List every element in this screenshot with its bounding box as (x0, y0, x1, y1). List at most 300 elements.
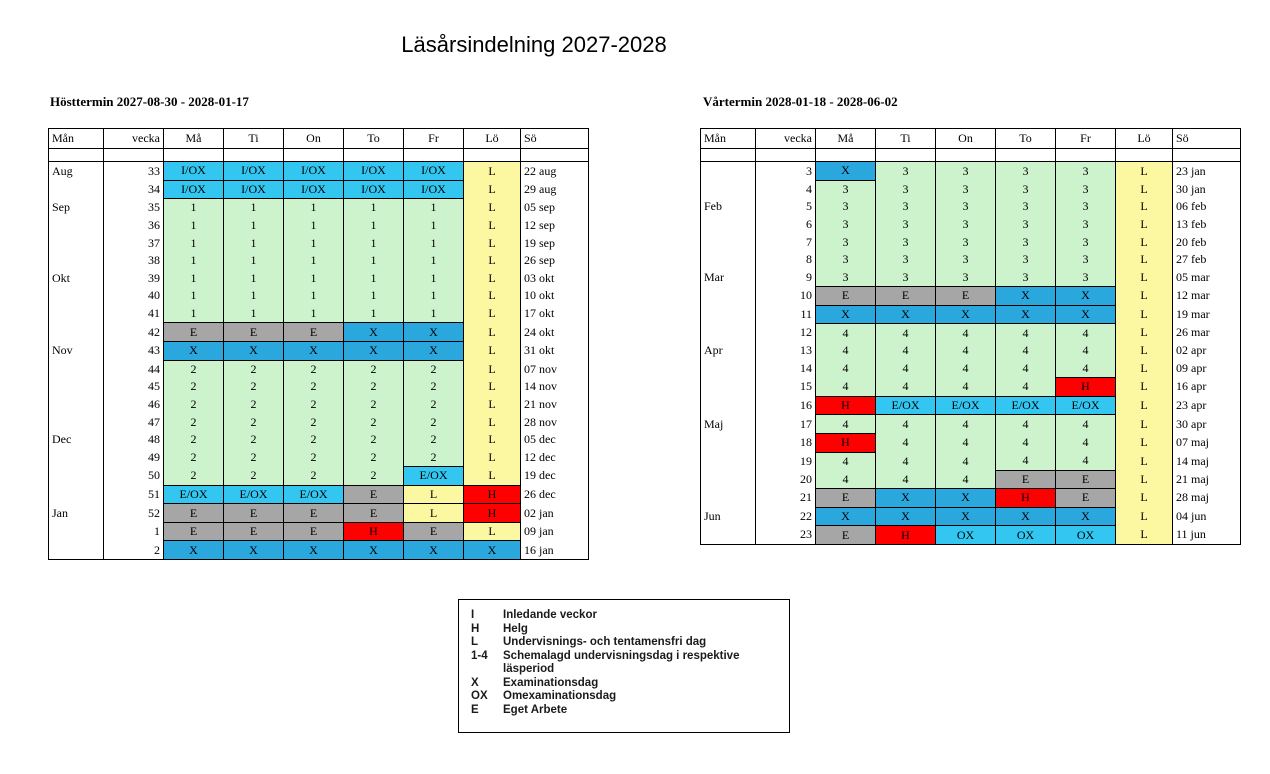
day-cell: I/OX (164, 180, 224, 199)
legend-item (471, 636, 789, 650)
day-cell: L (464, 413, 521, 431)
date-cell: 10 okt (521, 287, 589, 305)
day-cell: 1 (224, 234, 284, 252)
date-cell: 09 jan (521, 522, 589, 541)
day-cell: X (464, 541, 521, 560)
day-cell: I/OX (224, 162, 284, 181)
day-cell: E (284, 504, 344, 523)
week-row (49, 413, 589, 431)
day-cell: 2 (284, 360, 344, 378)
day-cell: E (344, 504, 404, 523)
day-cell: 2 (344, 467, 404, 486)
day-cell: 4 (996, 452, 1056, 470)
day-cell: I/OX (224, 180, 284, 199)
month-cell (49, 180, 104, 199)
month-cell: Nov (49, 341, 104, 360)
day-cell: 3 (936, 216, 996, 234)
page-title: Läsårsindelning 2027-2028 (401, 32, 667, 57)
week-cell: 21 (756, 489, 816, 508)
day-cell: H (816, 396, 876, 415)
week-cell: 5 (756, 198, 816, 216)
day-cell: 2 (284, 396, 344, 414)
day-cell: L (1116, 342, 1173, 360)
week-row (701, 305, 1241, 324)
day-cell: 4 (816, 360, 876, 378)
day-cell: 4 (816, 378, 876, 397)
day-cell: 1 (284, 287, 344, 305)
day-cell: 2 (164, 413, 224, 431)
day-cell: 4 (936, 342, 996, 360)
day-cell: 3 (996, 162, 1056, 181)
week-cell: 44 (104, 360, 164, 378)
date-cell: 23 jan (1173, 162, 1241, 181)
day-cell: 1 (164, 199, 224, 217)
month-cell (49, 305, 104, 323)
day-cell: 2 (284, 413, 344, 431)
week-row (49, 287, 589, 305)
day-cell: E (1056, 470, 1116, 489)
month-cell (701, 324, 756, 342)
day-cell: 2 (164, 360, 224, 378)
column-header: Sö (521, 129, 589, 149)
week-row (49, 431, 589, 449)
week-cell: 18 (756, 433, 816, 452)
day-cell: L (464, 180, 521, 199)
day-cell: 1 (344, 287, 404, 305)
day-cell: 3 (1056, 233, 1116, 251)
day-cell: E (284, 323, 344, 342)
day-cell: 3 (1056, 162, 1116, 181)
month-cell (701, 396, 756, 415)
date-cell: 30 jan (1173, 180, 1241, 198)
date-cell: 02 apr (1173, 342, 1241, 360)
day-cell: 2 (224, 360, 284, 378)
day-cell: E/OX (996, 396, 1056, 415)
day-cell: 3 (1056, 180, 1116, 198)
month-cell (701, 180, 756, 198)
day-cell: 4 (1056, 324, 1116, 342)
month-cell (49, 360, 104, 378)
week-cell: 47 (104, 413, 164, 431)
day-cell: 3 (936, 269, 996, 287)
day-cell: 1 (164, 287, 224, 305)
date-cell: 12 mar (1173, 287, 1241, 306)
day-cell: 3 (996, 269, 1056, 287)
day-cell: 2 (164, 378, 224, 396)
column-header: Lö (464, 129, 521, 149)
week-row (701, 433, 1241, 452)
week-cell: 7 (756, 233, 816, 251)
week-cell: 9 (756, 269, 816, 287)
header-row (701, 129, 1241, 149)
day-cell: X (876, 507, 936, 526)
week-cell: 15 (756, 378, 816, 397)
date-cell: 14 maj (1173, 452, 1241, 470)
week-row (49, 504, 589, 523)
week-cell: 22 (756, 507, 816, 526)
day-cell: 1 (404, 270, 464, 288)
legend-item (471, 677, 789, 691)
day-cell: L (1116, 378, 1173, 397)
day-cell: L (464, 162, 521, 181)
week-cell: 3 (756, 162, 816, 181)
week-row (701, 452, 1241, 470)
day-cell: X (936, 305, 996, 324)
date-cell: 19 sep (521, 234, 589, 252)
week-cell: 37 (104, 234, 164, 252)
day-cell: I/OX (284, 180, 344, 199)
legend-item (471, 609, 789, 623)
week-cell: 45 (104, 378, 164, 396)
week-cell: 23 (756, 526, 816, 545)
week-cell: 13 (756, 342, 816, 360)
column-header: vecka (104, 129, 164, 149)
date-cell: 06 feb (1173, 198, 1241, 216)
day-cell: 3 (1056, 269, 1116, 287)
day-cell: 1 (284, 270, 344, 288)
month-cell: Jun (701, 507, 756, 526)
day-cell: L (1116, 360, 1173, 378)
week-row (701, 526, 1241, 545)
day-cell: 3 (936, 180, 996, 198)
week-cell: 43 (104, 341, 164, 360)
month-cell (701, 162, 756, 181)
spacer-cell (404, 149, 464, 162)
day-cell: 4 (996, 378, 1056, 397)
day-cell: L (1116, 452, 1173, 470)
month-cell: Sep (49, 199, 104, 217)
day-cell: 2 (164, 449, 224, 467)
day-cell: 2 (224, 431, 284, 449)
week-row (49, 541, 589, 560)
month-cell: Maj (701, 415, 756, 434)
day-cell: L (404, 485, 464, 504)
legend-key: 1-4 (471, 649, 488, 662)
week-cell: 10 (756, 287, 816, 306)
day-cell: H (1056, 378, 1116, 397)
month-cell (701, 526, 756, 545)
day-cell: 4 (876, 360, 936, 378)
week-cell: 40 (104, 287, 164, 305)
column-header: Ti (876, 129, 936, 149)
month-cell: Okt (49, 270, 104, 288)
day-cell: 4 (996, 433, 1056, 452)
day-cell: X (1056, 305, 1116, 324)
legend-text: Helg (503, 622, 528, 635)
week-cell: 50 (104, 467, 164, 486)
day-cell: X (284, 541, 344, 560)
day-cell: 1 (224, 287, 284, 305)
month-cell: Aug (49, 162, 104, 181)
week-row (701, 198, 1241, 216)
spacer-cell (1173, 149, 1241, 162)
date-cell: 26 dec (521, 485, 589, 504)
date-cell: 05 mar (1173, 269, 1241, 287)
day-cell: X (284, 341, 344, 360)
month-cell (701, 378, 756, 397)
day-cell: 1 (344, 270, 404, 288)
week-cell: 20 (756, 470, 816, 489)
month-cell (701, 452, 756, 470)
day-cell: E (224, 522, 284, 541)
legend-text: Eget Arbete (503, 703, 568, 716)
day-cell: 3 (1056, 216, 1116, 234)
day-cell: 2 (284, 431, 344, 449)
header-row (49, 129, 589, 149)
day-cell: E (1056, 489, 1116, 508)
week-cell: 52 (104, 504, 164, 523)
week-row (701, 251, 1241, 269)
day-cell: OX (1056, 526, 1116, 545)
month-cell (49, 467, 104, 486)
spacer-cell (1056, 149, 1116, 162)
day-cell: 1 (224, 217, 284, 235)
day-cell: 1 (284, 217, 344, 235)
day-cell: 4 (876, 324, 936, 342)
week-row (49, 323, 589, 342)
day-cell: L (464, 287, 521, 305)
month-cell (49, 323, 104, 342)
day-cell: E (164, 323, 224, 342)
week-row (49, 341, 589, 360)
day-cell: L (464, 522, 521, 541)
day-cell: E (816, 526, 876, 545)
day-cell: 4 (816, 470, 876, 489)
day-cell: I/OX (164, 162, 224, 181)
week-row (49, 522, 589, 541)
day-cell: 2 (224, 396, 284, 414)
week-row (49, 180, 589, 199)
week-row (49, 396, 589, 414)
month-cell (701, 470, 756, 489)
month-cell: Dec (49, 431, 104, 449)
day-cell: 2 (164, 396, 224, 414)
legend-text: Inledande veckor (503, 609, 597, 621)
day-cell: 4 (936, 415, 996, 434)
day-cell: 2 (284, 467, 344, 486)
day-cell: 1 (284, 199, 344, 217)
day-cell: 1 (344, 217, 404, 235)
day-cell: L (464, 270, 521, 288)
day-cell: L (1116, 507, 1173, 526)
week-row (701, 287, 1241, 306)
week-row (49, 305, 589, 323)
date-cell: 07 maj (1173, 433, 1241, 452)
day-cell: 4 (816, 452, 876, 470)
day-cell: X (164, 341, 224, 360)
column-header: To (344, 129, 404, 149)
week-row (701, 378, 1241, 397)
spacer-cell (224, 149, 284, 162)
day-cell: L (1116, 216, 1173, 234)
day-cell: 1 (404, 252, 464, 270)
day-cell: 1 (224, 270, 284, 288)
day-cell: L (1116, 324, 1173, 342)
day-cell: 2 (164, 431, 224, 449)
day-cell: I/OX (344, 180, 404, 199)
day-cell: 4 (876, 452, 936, 470)
week-cell: 34 (104, 180, 164, 199)
date-cell: 23 apr (1173, 396, 1241, 415)
legend-item (471, 690, 789, 704)
day-cell: 3 (876, 198, 936, 216)
week-cell: 16 (756, 396, 816, 415)
week-cell: 14 (756, 360, 816, 378)
day-cell: X (404, 541, 464, 560)
day-cell: 3 (876, 180, 936, 198)
day-cell: 3 (876, 269, 936, 287)
week-row (701, 180, 1241, 198)
week-cell: 4 (756, 180, 816, 198)
week-cell: 36 (104, 217, 164, 235)
day-cell: 2 (224, 378, 284, 396)
day-cell: L (1116, 233, 1173, 251)
legend-box (458, 599, 790, 733)
spacer-cell (996, 149, 1056, 162)
day-cell: X (996, 305, 1056, 324)
day-cell: E (816, 489, 876, 508)
day-cell: E/OX (876, 396, 936, 415)
day-cell: E (164, 504, 224, 523)
date-cell: 24 okt (521, 323, 589, 342)
day-cell: 1 (344, 199, 404, 217)
day-cell: 2 (404, 378, 464, 396)
week-row (49, 449, 589, 467)
day-cell: 2 (404, 360, 464, 378)
column-header: Mån (701, 129, 756, 149)
month-cell (49, 522, 104, 541)
day-cell: 4 (876, 433, 936, 452)
day-cell: X (996, 507, 1056, 526)
day-cell: 3 (876, 216, 936, 234)
day-cell: L (1116, 470, 1173, 489)
week-row (701, 269, 1241, 287)
day-cell: L (464, 449, 521, 467)
day-cell: E/OX (404, 467, 464, 486)
spacer-cell (464, 149, 521, 162)
legend-key: L (471, 636, 479, 648)
day-cell: 2 (284, 449, 344, 467)
spacer-cell (104, 149, 164, 162)
day-cell: 1 (404, 199, 464, 217)
day-cell: 1 (404, 287, 464, 305)
day-cell: L (464, 199, 521, 217)
week-cell: 1 (104, 522, 164, 541)
day-cell: X (224, 541, 284, 560)
day-cell: 4 (936, 452, 996, 470)
day-cell: 3 (876, 162, 936, 181)
week-cell: 49 (104, 449, 164, 467)
day-cell: H (816, 433, 876, 452)
column-header: Sö (1173, 129, 1241, 149)
month-cell (701, 287, 756, 306)
day-cell: X (816, 305, 876, 324)
day-cell: H (876, 526, 936, 545)
day-cell: E (224, 504, 284, 523)
week-row (701, 507, 1241, 526)
day-cell: I/OX (284, 162, 344, 181)
day-cell: L (1116, 162, 1173, 181)
day-cell: OX (996, 526, 1056, 545)
day-cell: 2 (404, 449, 464, 467)
week-cell: 46 (104, 396, 164, 414)
day-cell: 3 (816, 251, 876, 269)
legend-text: Schemalagd undervisningsdag i respektive läsperiod (503, 649, 740, 675)
month-cell (701, 233, 756, 251)
day-cell: E/OX (1056, 396, 1116, 415)
week-row (49, 378, 589, 396)
day-cell: 3 (936, 251, 996, 269)
day-cell: 1 (164, 252, 224, 270)
week-cell: 19 (756, 452, 816, 470)
day-cell: E/OX (936, 396, 996, 415)
day-cell: 2 (284, 378, 344, 396)
date-cell: 07 nov (521, 360, 589, 378)
day-cell: 1 (284, 252, 344, 270)
autumn-term-heading: Hösttermin 2027-08-30 - 2028-01-17 (50, 94, 249, 109)
day-cell: H (344, 522, 404, 541)
date-cell: 05 dec (521, 431, 589, 449)
day-cell: L (1116, 287, 1173, 306)
day-cell: 3 (996, 198, 1056, 216)
day-cell: 2 (344, 396, 404, 414)
month-cell (701, 360, 756, 378)
day-cell: 3 (936, 162, 996, 181)
day-cell: 4 (876, 378, 936, 397)
week-cell: 42 (104, 323, 164, 342)
day-cell: E/OX (164, 485, 224, 504)
day-cell: 1 (284, 305, 344, 323)
day-cell: L (464, 341, 521, 360)
day-cell: X (1056, 507, 1116, 526)
date-cell: 31 okt (521, 341, 589, 360)
day-cell: 3 (816, 198, 876, 216)
week-row (701, 489, 1241, 508)
column-header: Lö (1116, 129, 1173, 149)
legend-text: Omexaminationsdag (503, 690, 617, 702)
month-cell (701, 305, 756, 324)
date-cell: 19 dec (521, 467, 589, 486)
spacer-cell (49, 149, 104, 162)
date-cell: 17 okt (521, 305, 589, 323)
column-header: Må (816, 129, 876, 149)
week-cell: 38 (104, 252, 164, 270)
date-cell: 13 feb (1173, 216, 1241, 234)
day-cell: 3 (996, 216, 1056, 234)
day-cell: X (936, 489, 996, 508)
day-cell: X (876, 305, 936, 324)
spring-term-heading: Vårtermin 2028-01-18 - 2028-06-02 (703, 94, 898, 109)
day-cell: L (464, 396, 521, 414)
day-cell: L (464, 431, 521, 449)
day-cell: H (464, 485, 521, 504)
day-cell: I/OX (344, 162, 404, 181)
day-cell: E (224, 323, 284, 342)
week-row (701, 324, 1241, 342)
day-cell: L (1116, 269, 1173, 287)
date-cell: 19 mar (1173, 305, 1241, 324)
day-cell: X (1056, 287, 1116, 306)
day-cell: 3 (816, 216, 876, 234)
month-cell (701, 251, 756, 269)
day-cell: 4 (1056, 342, 1116, 360)
legend-item (471, 704, 789, 718)
day-cell: 2 (404, 396, 464, 414)
day-cell: L (1116, 251, 1173, 269)
column-header: Ti (224, 129, 284, 149)
day-cell: X (404, 323, 464, 342)
date-cell: 26 sep (521, 252, 589, 270)
